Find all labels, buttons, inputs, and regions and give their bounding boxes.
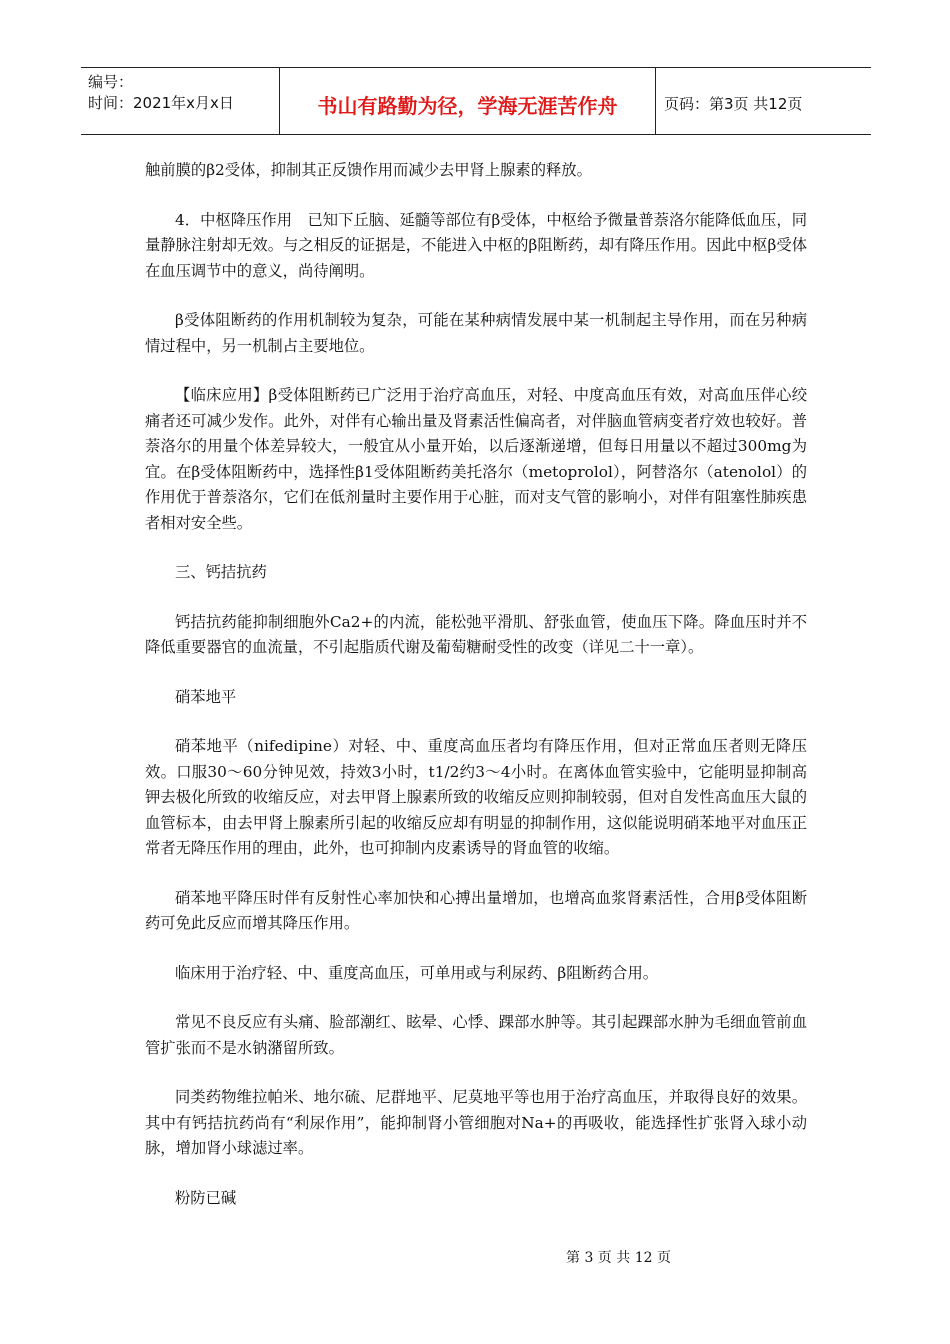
document-body [145,158,807,1235]
paragraph: 硝苯地平（nifedipine）对轻、中、重度高血压者均有降压作用，但对正常血压者则无降压效。口服30～60分钟见效，持效3小时，t1/2约3～4小时。在离体血管实验中，它能明显抑制高钾去极化所致的收缩反应，对去甲肾上腺素所致的收缩反应则抑制较弱，但对自发性高血压大鼠的血管标本，由去甲肾上腺素所引起的收缩反应却有明显的抑制作用，这似能说明硝苯地平对血压正常者无降压作用的理由，此外，也可抑制内皮素诱导的肾血管的收缩。 [145,737,807,857]
subsection-heading: 粉防已碱 [175,1188,237,1207]
paragraph: 4．中枢降压作用 已知下丘脑、延髓等部位有β受体，中枢给予微量普萘洛尔能降低血压，同量静脉注射却无效。与之相反的证据是，不能进入中枢的β阻断药，却有降压作用。因此中枢β受体在血压调节中的意义，尚待阐明。 [145,210,807,280]
section-heading: 三、钙拮抗药 [175,563,267,581]
header-motto: 书山有路勤为径，学海无涯苦作舟 [280,68,656,134]
header-meta [81,68,280,134]
paragraph: 钙拮抗药能抑制细胞外Ca2+的内流，能松弛平滑肌、舒张血管，使血压下降。降血压时并不降低重要器官的血流量，不引起脂质代谢及葡萄糖耐受性的改变（详见二十一章）。 [145,612,807,656]
paragraph: 临床用于治疗轻、中、重度高血压，可单用或与利尿药、β阻断药合用。 [175,963,659,982]
paragraph: β受体阻断药的作用机制较为复杂，可能在某种病情发展中某一机制起主导作用，而在另种病情过程中，另一机制占主要地位。 [145,311,807,355]
code-label: 编号： [88,73,134,91]
header-page-info: 页码：第3页 共12页 [664,94,803,113]
paragraph: 硝苯地平降压时伴有反射性心率加快和心搏出量增加，也增高血浆肾素活性，合用β受体阻断药可免此反应而增其降压作用。 [145,888,807,932]
paragraph: 【临床应用】β受体阻断药已广泛用于治疗高血压，对轻、中度高血压有效，对高血压伴心绞痛者还可减少发作。此外，对伴有心输出量及肾素活性偏高者，对伴脑血管病变者疗效也较好。普萘洛尔的用量个体差异较大，一般宜从小量开始，以后逐渐递增，但每日用量以不超过300mg为宜。在β受体阻断药中，选择性β1受体阻断药美托洛尔（metoprolol），阿替洛尔（atenolol）的作用优于普萘洛尔，它们在低剂量时主要作用于心脏，而对支气管的影响小，对伴有阻塞性肺疾患者相对安全些。 [145,386,807,532]
paragraph: 常见不良反应有头痛、脸部潮红、眩晕、心悸、踝部水肿等。其引起踝部水肿为毛细血管前血管扩张而不是水钠潴留所致。 [145,1013,807,1057]
time-label: 时间：2021年x月x日 [88,94,234,112]
paragraph: 同类药物维拉帕米、地尔硫、尼群地平、尼莫地平等也用于治疗高血压，并取得良好的效果。其中有钙拮抗药尚有“利尿作用”，能抑制肾小管细胞对Na+的再吸收，能选择性扩张肾入球小动脉，增加肾小球滤过率。 [145,1088,807,1157]
subsection-heading: 硝苯地平 [175,687,237,706]
page-header [81,67,871,135]
paragraph: 触前膜的β2受体，抑制其正反馈作用而减少去甲肾上腺素的释放。 [145,161,592,179]
footer-page-number: 第 3 页 共 12 页 [566,1250,671,1266]
